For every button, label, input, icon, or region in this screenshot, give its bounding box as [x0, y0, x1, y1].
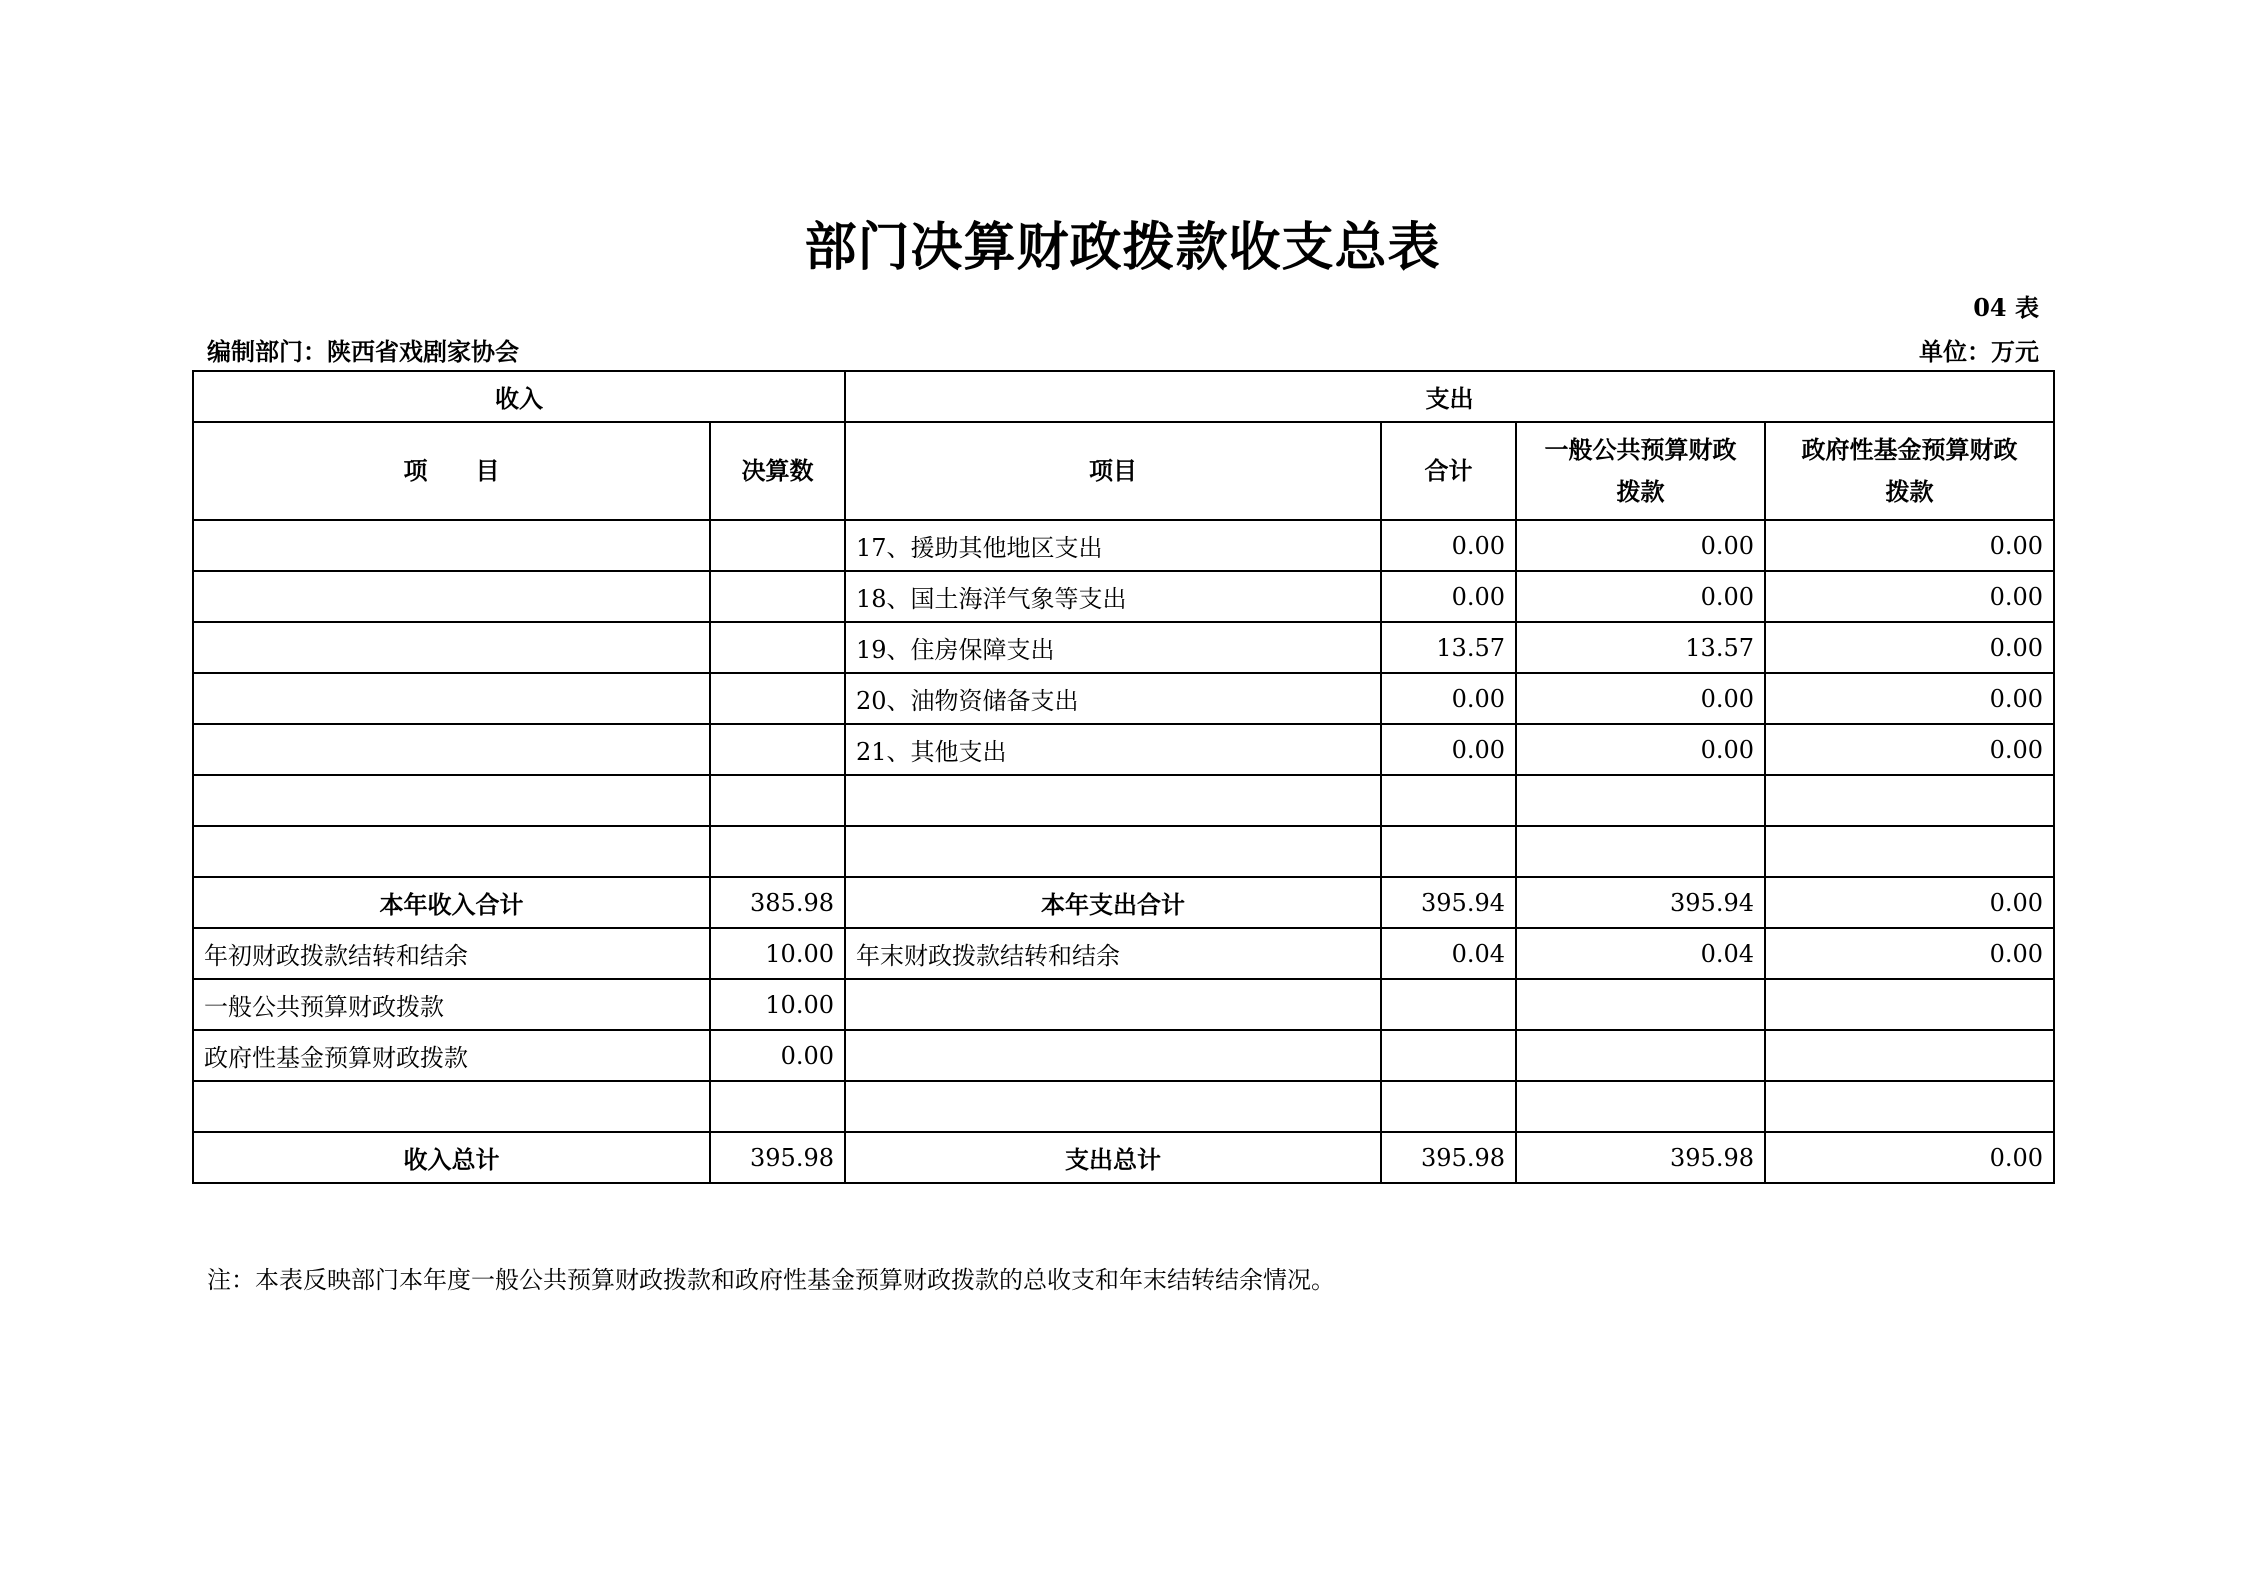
- income-final-header: 决算数: [710, 422, 845, 520]
- expense-item: 20、油物资储备支出: [845, 673, 1381, 724]
- income-item: [193, 724, 710, 775]
- income-item: [193, 775, 710, 826]
- gov-fund-value: 0.00: [1765, 673, 2054, 724]
- table-row: [193, 724, 2054, 775]
- income-item-header: 项 目: [193, 422, 710, 520]
- expense-subtotal-fund: 0.00: [1765, 877, 2054, 928]
- compiling-department: 编制部门：陕西省戏剧家协会: [207, 337, 519, 366]
- gov-fund-value: [1765, 979, 2054, 1030]
- grand-total-row: [193, 1132, 2054, 1183]
- general-budget-value: [1516, 775, 1765, 826]
- expense-total: [1381, 1030, 1516, 1081]
- income-item: [193, 571, 710, 622]
- gov-fund-value: 0.00: [1765, 724, 2054, 775]
- income-item: [193, 520, 710, 571]
- income-value: [710, 673, 845, 724]
- subtotal-row: [193, 877, 2054, 928]
- closing-carryover-general: 0.04: [1516, 928, 1765, 979]
- expense-item: 18、国土海洋气象等支出: [845, 571, 1381, 622]
- general-budget-value: 13.57: [1516, 622, 1765, 673]
- gov-fund-header-line1: 政府性基金预算财政: [1801, 435, 2018, 464]
- expense-grand-total-general: 395.98: [1516, 1132, 1765, 1183]
- income-value: [710, 826, 845, 877]
- income-value: 0.00: [710, 1030, 845, 1081]
- expense-total: 13.57: [1381, 622, 1516, 673]
- form-number: 04 表: [1973, 293, 2039, 322]
- table-row: [193, 826, 2054, 877]
- gov-fund-value: 0.00: [1765, 520, 2054, 571]
- general-budget-value: [1516, 979, 1765, 1030]
- general-budget-value: 0.00: [1516, 724, 1765, 775]
- general-budget-value: 0.00: [1516, 673, 1765, 724]
- expense-item: 21、其他支出: [845, 724, 1381, 775]
- general-budget-value: 0.00: [1516, 571, 1765, 622]
- closing-carryover-label: 年末财政拨款结转和结余: [845, 928, 1381, 979]
- general-budget-value: [1516, 1081, 1765, 1132]
- income-item: [193, 622, 710, 673]
- gov-fund-value: [1765, 1081, 2054, 1132]
- income-subtotal-label: 本年收入合计: [193, 877, 710, 928]
- expense-item: [845, 1030, 1381, 1081]
- income-value: [710, 520, 845, 571]
- expense-total: [1381, 775, 1516, 826]
- general-budget-value: [1516, 826, 1765, 877]
- expense-item: [845, 1081, 1381, 1132]
- income-value: [710, 724, 845, 775]
- expense-item: 19、住房保障支出: [845, 622, 1381, 673]
- general-budget-header: [1516, 422, 1765, 520]
- income-grand-total-label: 收入总计: [193, 1132, 710, 1183]
- group-header-row: [193, 371, 2054, 422]
- expense-total: 0.00: [1381, 724, 1516, 775]
- expense-grand-total-label: 支出总计: [845, 1132, 1381, 1183]
- gov-fund-value: 0.00: [1765, 571, 2054, 622]
- column-header-row: [193, 422, 2054, 520]
- income-item: [193, 1081, 710, 1132]
- income-value: [710, 1081, 845, 1132]
- closing-carryover-fund: 0.00: [1765, 928, 2054, 979]
- expense-item-header: 项目: [845, 422, 1381, 520]
- income-value: [710, 571, 845, 622]
- gov-fund-value: [1765, 1030, 2054, 1081]
- expense-total: [1381, 826, 1516, 877]
- table-row: [193, 1030, 2054, 1081]
- opening-carryover-label: 年初财政拨款结转和结余: [193, 928, 710, 979]
- expense-group-header: 支出: [845, 371, 2054, 422]
- expense-subtotal-label: 本年支出合计: [845, 877, 1381, 928]
- expense-item: [845, 826, 1381, 877]
- table-row: [193, 979, 2054, 1030]
- expense-total: 0.00: [1381, 673, 1516, 724]
- expense-total: 0.00: [1381, 571, 1516, 622]
- table-row: [193, 775, 2054, 826]
- expense-grand-total-fund: 0.00: [1765, 1132, 2054, 1183]
- gov-fund-value: [1765, 826, 2054, 877]
- expense-total: [1381, 979, 1516, 1030]
- table-row: [193, 673, 2054, 724]
- income-value: [710, 622, 845, 673]
- expense-item: 17、援助其他地区支出: [845, 520, 1381, 571]
- closing-carryover-total: 0.04: [1381, 928, 1516, 979]
- income-grand-total-value: 395.98: [710, 1132, 845, 1183]
- gov-fund-value: 0.00: [1765, 622, 2054, 673]
- income-group-header: 收入: [193, 371, 845, 422]
- page-title: 部门决算财政拨款收支总表: [804, 217, 1441, 278]
- gov-fund-header: [1765, 422, 2054, 520]
- expense-total-header: 合计: [1381, 422, 1516, 520]
- income-item: [193, 673, 710, 724]
- income-value: [710, 775, 845, 826]
- gov-fund-value: [1765, 775, 2054, 826]
- unit-label: 单位：万元: [1919, 337, 2039, 366]
- general-budget-value: [1516, 1030, 1765, 1081]
- income-value: 10.00: [710, 979, 845, 1030]
- expense-subtotal-general: 395.94: [1516, 877, 1765, 928]
- general-budget-value: 0.00: [1516, 520, 1765, 571]
- carryover-row: [193, 928, 2054, 979]
- footnote: 注：本表反映部门本年度一般公共预算财政拨款和政府性基金预算财政拨款的总收支和年末结转结余情况。: [207, 1266, 1335, 1294]
- table-row: [193, 1081, 2054, 1132]
- income-item: [193, 826, 710, 877]
- table-row: [193, 520, 2054, 571]
- income-subtotal-value: 385.98: [710, 877, 845, 928]
- expense-item: [845, 979, 1381, 1030]
- table-row: [193, 622, 2054, 673]
- gov-fund-header-line2: 拨款: [1885, 477, 1934, 506]
- expense-item: [845, 775, 1381, 826]
- expense-subtotal-total: 395.94: [1381, 877, 1516, 928]
- general-budget-header-line2: 拨款: [1616, 477, 1665, 506]
- expense-total: [1381, 1081, 1516, 1132]
- income-item: 政府性基金预算财政拨款: [193, 1030, 710, 1081]
- expense-total: 0.00: [1381, 520, 1516, 571]
- fiscal-summary-table: [192, 370, 2055, 1184]
- general-budget-header-line1: 一般公共预算财政: [1544, 435, 1737, 464]
- income-item: 一般公共预算财政拨款: [193, 979, 710, 1030]
- table-row: [193, 571, 2054, 622]
- opening-carryover-value: 10.00: [710, 928, 845, 979]
- expense-grand-total: 395.98: [1381, 1132, 1516, 1183]
